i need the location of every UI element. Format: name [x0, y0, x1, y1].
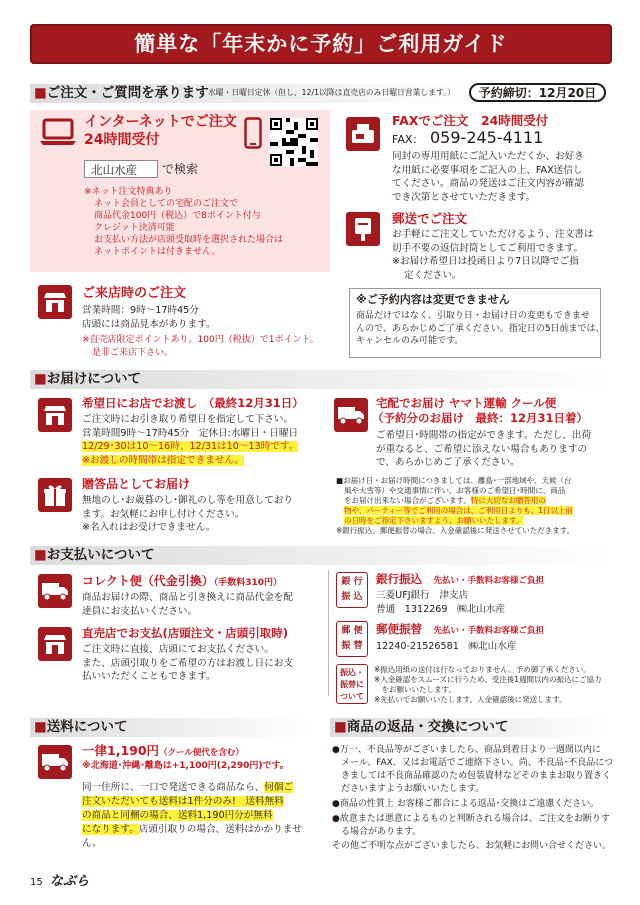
transfer-note: をお願いいたします。 — [374, 685, 456, 694]
section-title-payment: ■お支払いについて — [34, 547, 155, 563]
smartphone-icon — [244, 117, 262, 149]
store-pay-body: また、店頭引取りをご希望の方はお渡し日にお支 — [82, 657, 294, 669]
mail-body: お手軽にご注文していただけるよう、注文書は — [392, 229, 594, 240]
yamato-title: 宅配でお届け ヤマト運輸 クール便 — [376, 396, 557, 410]
internet-title: インターネットでご注文 — [84, 114, 237, 130]
yamato-deadline: （予約分のお届け 最終：12月31日着） — [372, 411, 589, 425]
fax-number[interactable]: 059-245-4111 — [430, 128, 544, 147]
yamato-fine-highlight: の日時をご指定下さいますよう、お願いいたします。 — [344, 516, 524, 525]
bank-title: 銀行振込 先払い・手数料お客様ご負担 — [376, 572, 545, 586]
returns-line: メール、FAX、又はお電話でご連絡下さい。尚、不良品･不良品につ — [332, 758, 614, 768]
fax-title: FAXでご注文 24時間受付 — [392, 113, 549, 128]
transfer-note: ※振込用紙の送付は行なっておりません。予め御了承ください。 — [374, 665, 591, 674]
truck-icon — [38, 574, 72, 608]
store-samples: 店頭には商品見本があります。 — [82, 318, 216, 330]
yamato-fine-highlight: 物や、パーティー等でご利用の場合は、ご利用日よりも、1日以上前 — [344, 506, 574, 515]
gift-body: ※名入れはお受けできません。 — [82, 522, 216, 533]
net-benefit-line: お支払い方法が店頭受取時を選択された場合は — [94, 235, 284, 245]
gift-body: ます。お気軽にお申し付けください。 — [82, 508, 245, 520]
store-pay-icon — [38, 627, 72, 661]
net-benefit-line: ネット会員としての宅配のご注文で — [94, 199, 239, 209]
mail-title: 郵送でご注文 — [392, 211, 468, 226]
pickup-body: 営業時間9時～17時45分 定休日:水曜日・日曜日 — [82, 427, 299, 439]
page-number: 15 — [30, 877, 43, 888]
yamato-body: で、あらかじめご了承ください。 — [376, 457, 520, 468]
search-suffix: で検索 — [162, 162, 199, 176]
postal-account: 12240-21526581 ㈱北山水産 — [376, 641, 517, 652]
truck-icon — [334, 398, 368, 432]
store-pay-body: ご注文時に直接、店頭にてお支払ください。 — [82, 644, 274, 655]
shipping-title: 一律1,190円（クール便代を含む） — [82, 743, 244, 758]
collect-title: コレクト便（代金引換）（手数料310円） — [82, 574, 283, 588]
transfer-note: ※入金確認をスムーズに行うため、受注後1週間以内の振込にご協力 — [374, 675, 602, 684]
no-change-body: んので、あらかじめご了承ください。指定日の5日前までは、 — [356, 323, 605, 334]
yamato-body: が重なると、ご希望に添えない場合もありますの — [376, 443, 588, 455]
mailbox-icon — [346, 212, 380, 246]
store-pickup-icon — [38, 398, 72, 432]
store-point-note: 是非ご来店下さい。 — [92, 347, 174, 358]
no-change-title: ※ご予約内容は変更できません — [356, 293, 510, 306]
deadline-badge: 予約締切：12月20日 — [469, 83, 606, 102]
pickup-body: ご注文時にお引き取り希望日を指定して下さい。 — [82, 414, 294, 425]
returns-line: きましては不良商品確認のため包装資材などそのままお取り置きく — [332, 771, 612, 781]
mail-body: 切手不要の返信封筒としてご利用できます。 — [392, 242, 584, 254]
returns-line: ●万一、不良品等がございましたら、商品到着日より一週間以内に — [332, 745, 601, 755]
brand-logo: なぶら — [50, 874, 90, 889]
no-change-body: キャンセルのみ可能です。 — [356, 336, 464, 346]
section-title-shipping: ■送料について — [34, 719, 128, 735]
collect-body: 商品お届けの際、商品と引き換えに商品代金を配 — [82, 592, 294, 603]
payment-divider — [328, 570, 329, 696]
gift-title: 贈答品としてお届け — [82, 477, 191, 491]
pickup-highlight: ※お渡しの時間帯は指定できません。 — [82, 454, 245, 466]
shipping-body: ん。 — [82, 838, 102, 849]
returns-line: ●故意または悪意によるものと判断される場合は、ご注文をお断りす — [332, 814, 610, 824]
section-title-delivery: ■お届けについて — [34, 371, 141, 387]
truck-icon — [38, 745, 72, 779]
yamato-body: ご希望日･時間帯の指定ができます。ただし、出荷 — [376, 430, 592, 441]
returns-line: ださいますようお願いいたします。 — [332, 784, 485, 794]
holiday-note: 水曜・日曜日定休（但し、12/1以降は直売店のみ日曜日営業します。） — [208, 88, 455, 97]
shipping-body: の商品と同梱の場合、送料1,190円分が無料 — [82, 810, 273, 821]
fax-body: な用紙に必要事項をご記入の上、FAX送信し — [392, 164, 583, 176]
postal-title: 郵便振替 先払い・手数料お客様ご負担 — [376, 622, 545, 636]
fax-body: 同封の専用用紙にご記入いただくか、お好き — [392, 151, 584, 162]
no-change-body: 商品だけではなく、引取り日・お届け日の変更もできませ — [356, 311, 590, 321]
net-benefit-title: ※ネット注文特典あり — [84, 187, 173, 197]
gift-icon — [38, 478, 72, 512]
store-pay-title: 直売店でお支払(店頭注文・店頭引取時) — [82, 626, 289, 640]
store-hours: 営業時間：9時～17時45分 — [82, 305, 199, 316]
returns-line: その他ご不明な点がございましたら、お気軽にお問い合せください。 — [332, 841, 612, 851]
section-title-order: ■ご注文・ご質問を承ります — [34, 85, 209, 101]
fax-body: てください。商品の発送はご注文内容が確認 — [392, 178, 584, 189]
yamato-fine: をお届け出来ない場合がございます。特に大切なお贈答用の — [344, 496, 546, 505]
mail-note: 定ください。 — [404, 269, 462, 281]
shipping-body: 注文いただいても送料は1件分のみ! 送料無料 — [82, 796, 284, 807]
fax-label: FAX： — [392, 133, 424, 146]
returns-line: ●商品の性質上 お客様ご都合による返品･交換はご遠慮ください。 — [332, 799, 600, 809]
net-benefit-line: 商品代金100円（税込）で8ポイント付与 — [94, 211, 261, 221]
gift-body: 無地のし･お歳暮のし･御礼のし等を用意しており — [82, 495, 294, 506]
yamato-fine: 風や大雪等）や交通事情に伴い、お客様のご希望日･時間に、商品 — [344, 486, 566, 495]
shipping-remote: ※北海道･沖縄･離島は+1,100円(2,290円)です。 — [82, 761, 289, 771]
yamato-fine-bank: ※銀行振込、郵便振替の場合、入金確認後に発送させていただきます。 — [336, 526, 575, 535]
pickup-title: 希望日にお店でお渡し （最終12月31日） — [82, 396, 304, 410]
bank-badge: 銀 行 振 込 — [336, 572, 368, 608]
net-benefit-line: クレジット決済可能 — [94, 223, 175, 233]
returns-line: る場合があります。 — [332, 827, 422, 837]
bank-name: 三菱UFJ銀行 津支店 — [376, 590, 469, 601]
shipping-body: 同一住所に、一口で発送できる商品なら、何個ご — [82, 782, 294, 793]
store-point-note: ※直売店限定ポイントあり。100円（税抜）で1ポイント。 — [82, 335, 319, 345]
shipping-body: になります。店頭引取りの場合、送料はかかりませ — [82, 824, 302, 835]
transfer-note: ※先払いでお願いいたします。入金確認後に発送します。 — [374, 695, 567, 704]
bank-account: 普通 1312269 ㈱北山水産 — [376, 603, 506, 615]
collect-body: 達員にお支払いください。 — [82, 605, 198, 617]
laptop-icon — [38, 117, 78, 147]
internet-24h: 24時間受付 — [84, 132, 160, 148]
store-title: ご来店時のご注文 — [82, 286, 187, 301]
transfer-badge: 振込・ 振替に ついて — [336, 664, 368, 704]
mail-note: ※お届け希望日は投函日より7日以降でご指 — [392, 256, 579, 267]
search-box[interactable]: 北山水産 — [84, 160, 158, 178]
fax-body: でき次第とさせていただきます。 — [392, 191, 536, 203]
net-benefit-line: ネットポイントは付きません。 — [94, 247, 221, 257]
postal-badge: 郵 便 振 替 — [336, 621, 368, 657]
pickup-highlight: 12/29･30は10～16時、12/31は10～13時です。 — [82, 441, 299, 452]
yamato-fine: ■お届け日・お届け時間につきましては、離島･一部地域や、天候（台 — [336, 476, 572, 485]
section-title-returns: ■商品の返品・交換について — [334, 719, 509, 735]
qr-code-icon[interactable] — [270, 118, 318, 166]
page-title: 簡単な「年末かに予約」ご利用ガイド — [134, 32, 508, 56]
fax-icon — [346, 117, 380, 151]
store-icon — [38, 285, 72, 319]
store-pay-body: 払いいただくこともできます。 — [82, 671, 216, 682]
